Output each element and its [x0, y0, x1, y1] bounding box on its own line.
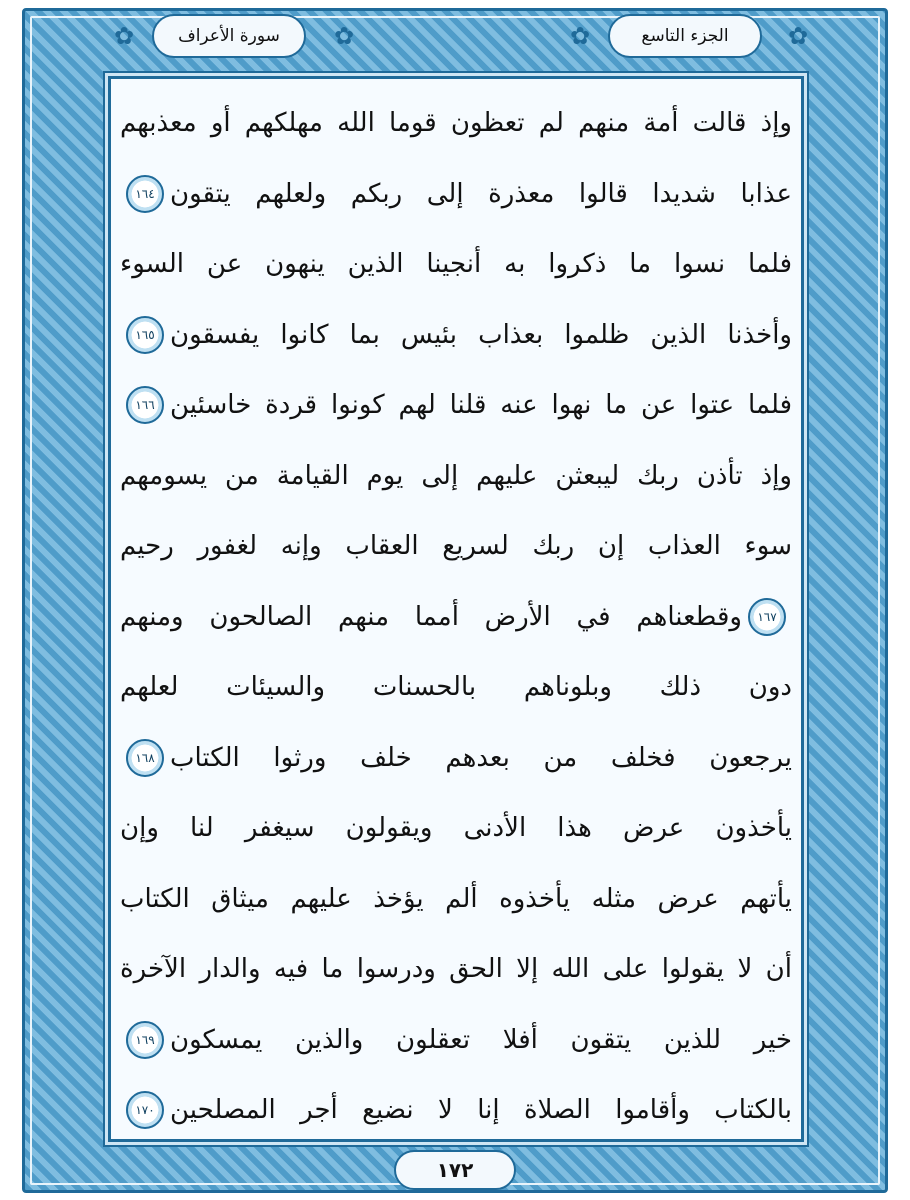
ayah-marker: ١٦٥ — [126, 316, 164, 354]
page-number-box — [394, 1150, 516, 1190]
ayah-marker: ١٦٨ — [126, 739, 164, 777]
text-line: وإذ قالت أمة منهم لم تعظون قوما الله مهلكهم أو معذبهم — [120, 108, 792, 139]
page-number: ١٧٢ — [436, 1158, 474, 1182]
text-line: ١٦٧ وقطعناهم في الأرض أمما منهم الصالحون ومنهم — [120, 582, 792, 653]
juz-name: الجزء التاسع — [641, 26, 729, 46]
ayah-marker: ١٦٩ — [126, 1021, 164, 1059]
text-line: بالكتاب وأقاموا الصلاة إنا لا نضيع أجر المصلحين ١٧٠ — [120, 1075, 792, 1146]
ornament-icon: ✿ — [787, 22, 809, 50]
text-line: وأخذنا الذين ظلموا بعذاب بئيس بما كانوا يفسقون ١٦٥ — [120, 300, 792, 371]
ornament-icon: ✿ — [113, 22, 135, 50]
text-line: خير للذين يتقون أفلا تعقلون والذين يمسكون ١٦٩ — [120, 1005, 792, 1076]
text-line: فلما عتوا عن ما نهوا عنه قلنا لهم كونوا قردة خاسئين ١٦٦ — [120, 370, 792, 441]
text-line: دون ذلك وبلوناهم بالحسنات والسيئات لعلهم — [120, 672, 792, 703]
ornament-icon: ✿ — [333, 22, 355, 50]
ayah-marker: ١٦٧ — [748, 598, 786, 636]
ornament-icon: ✿ — [569, 22, 591, 50]
ayah-marker: ١٧٠ — [126, 1091, 164, 1129]
surah-name: سورة الأعراف — [178, 26, 280, 46]
ayah-marker: ١٦٦ — [126, 386, 164, 424]
quran-text — [120, 88, 792, 1128]
text-line: أن لا يقولوا على الله إلا الحق ودرسوا ما فيه والدار الآخرة — [120, 954, 792, 985]
text-line: سوء العذاب إن ربك لسريع العقاب وإنه لغفور رحيم — [120, 531, 792, 562]
text-line: فلما نسوا ما ذكروا به أنجينا الذين ينهون عن السوء — [120, 249, 792, 280]
text-line: يرجعون فخلف من بعدهم خلف ورثوا الكتاب ١٦٨ — [120, 723, 792, 794]
ayah-marker: ١٦٤ — [126, 175, 164, 213]
surah-name-box — [152, 14, 306, 58]
text-line: يأخذون عرض هذا الأدنى ويقولون سيغفر لنا وإن — [120, 813, 792, 844]
juz-name-box — [608, 14, 762, 58]
text-line: عذابا شديدا قالوا معذرة إلى ربكم ولعلهم يتقون ١٦٤ — [120, 159, 792, 230]
text-line: وإذ تأذن ربك ليبعثن عليهم إلى يوم القيامة من يسومهم — [120, 460, 792, 491]
text-line: يأتهم عرض مثله يأخذوه ألم يؤخذ عليهم ميثاق الكتاب — [120, 883, 792, 914]
